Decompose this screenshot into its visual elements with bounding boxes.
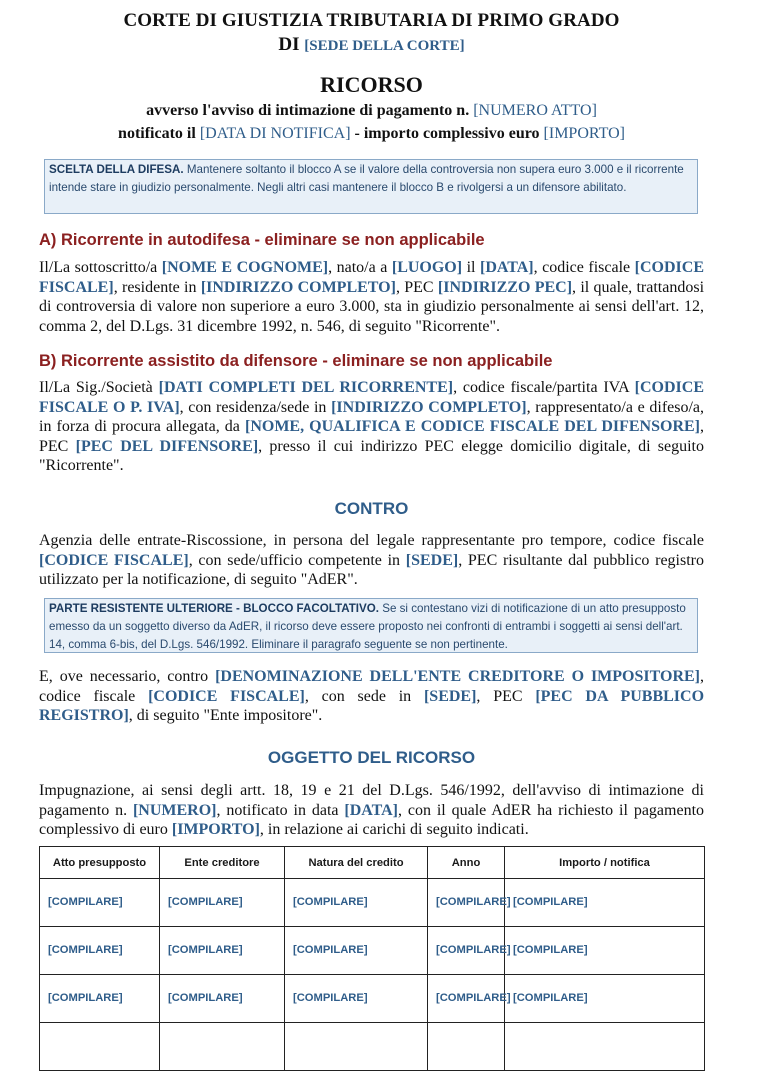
table-row <box>40 927 705 975</box>
note-parte-resistente <box>44 598 698 653</box>
dati-ricorrente-placeholder: [DATI COMPLETI DEL RICORRENTE] <box>158 379 454 396</box>
table-row <box>40 975 705 1023</box>
table-cell[interactable]: [COMPILARE] <box>160 879 285 927</box>
text: , PEC <box>476 687 523 705</box>
text: , PEC risultante dal pubblico registro utilizzato per la notificazione, di seguito "AdER". <box>39 551 705 588</box>
text: , con sede/ufficio competente in <box>188 551 401 569</box>
pec-difensore-placeholder: [PEC DEL DIFENSORE] <box>75 437 259 455</box>
section-b-paragraph <box>39 378 704 476</box>
table-cell[interactable] <box>40 1023 160 1071</box>
note-scelta-difesa <box>44 159 698 214</box>
ente-placeholder: [DENOMINAZIONE DELL'ENTE CREDITORE O IMPOSITORE] <box>215 668 700 685</box>
numero-placeholder: [NUMERO] <box>132 801 217 819</box>
oggetto-title: OGGETTO DEL RICORSO <box>267 748 476 767</box>
table-cell[interactable] <box>285 1023 428 1071</box>
table-cell[interactable]: [COMPILARE] <box>285 927 428 975</box>
table-cell[interactable]: [COMPILARE] <box>285 879 428 927</box>
data-notifica-placeholder: [DATA DI NOTIFICA] <box>199 125 351 142</box>
subtitle-1-text: avverso l'avviso di intimazione di pagamento n. <box>146 102 470 119</box>
column-header: Ente creditore <box>160 847 285 879</box>
text: Impugnazione, ai sensi degli artt. 18, 19 e 21 del D.Lgs. 546/1992, dell'avviso di intimazione di pagamento n. <box>39 782 704 819</box>
text: , notificato in data <box>216 801 339 819</box>
importo-placeholder: [IMPORTO] <box>543 125 625 142</box>
note-1-text: Mantenere soltanto il blocco A se il valore della controversia non supera euro 3.000 e il ricorrente intende stare in giudizio personalmente. Negli altri casi mantenere il blocco B e rivolgersi a un difensore abilitato. <box>49 163 684 194</box>
oggetto-paragraph <box>39 781 704 840</box>
contro-title: CONTRO <box>334 499 409 518</box>
luogo-placeholder: [LUOGO] <box>391 259 463 276</box>
text: , PEC <box>39 418 705 455</box>
section-a-paragraph <box>39 258 704 336</box>
difensore-placeholder: [NOME, QUALIFICA E CODICE FISCALE DEL DIFENSORE] <box>244 418 701 435</box>
table-cell[interactable]: [COMPILARE] <box>505 975 705 1023</box>
text: , codice fiscale <box>39 668 704 705</box>
text: , rappresentato/a e difeso/a, in forza di procura allegata, da <box>39 398 705 435</box>
sede-placeholder: [SEDE] <box>423 687 477 705</box>
column-header: Atto presupposto <box>40 847 160 879</box>
table-cell[interactable]: [COMPILARE] <box>160 927 285 975</box>
table-cell[interactable] <box>428 1023 505 1071</box>
table-cell[interactable]: [COMPILARE] <box>285 975 428 1023</box>
note-2-label: PARTE RESISTENTE ULTERIORE - BLOCCO FACOLTATIVO. <box>49 602 379 615</box>
ente-paragraph <box>39 667 704 726</box>
table-cell[interactable]: [COMPILARE] <box>40 927 160 975</box>
text: , codice fiscale/partita IVA <box>453 379 629 396</box>
subtitle-2-text-a: notificato il <box>118 125 196 142</box>
text: , PEC <box>395 278 434 296</box>
court-seat-line <box>0 33 743 58</box>
column-header: Anno <box>428 847 505 879</box>
section-a-title: A) Ricorrente in autodifesa - eliminare se non applicabile <box>39 231 485 249</box>
data-placeholder: [DATA] <box>344 801 399 819</box>
subtitle-2-text-b: - importo complessivo euro <box>354 125 540 142</box>
text: , con residenza/sede in <box>179 398 327 416</box>
contro-paragraph <box>39 531 704 590</box>
codice-fiscale-placeholder: [CODICE FISCALE] <box>39 259 705 296</box>
text: E, ove necessario, contro <box>39 668 209 685</box>
codice-fiscale-placeholder: [CODICE FISCALE] <box>148 687 305 705</box>
subtitle-line-1 <box>0 100 743 122</box>
subtitle-line-2 <box>0 123 743 145</box>
text: Il/La sottoscritto/a <box>39 259 158 276</box>
importo-placeholder: [IMPORTO] <box>171 821 260 838</box>
text: , in relazione ai carichi di seguito indicati. <box>259 821 529 838</box>
text: , codice fiscale <box>533 259 631 276</box>
text: il <box>466 259 476 276</box>
table-header-row <box>40 847 705 879</box>
indirizzo-placeholder: [INDIRIZZO COMPLETO] <box>331 398 527 416</box>
pec-placeholder: [INDIRIZZO PEC] <box>437 278 573 296</box>
sede-placeholder: [SEDE] <box>405 551 459 569</box>
text: , con sede in <box>304 687 412 705</box>
codice-fiscale-placeholder: [CODICE FISCALE] <box>39 551 189 569</box>
column-header: Importo / notifica <box>505 847 705 879</box>
numero-atto-placeholder: [NUMERO ATTO] <box>473 102 597 119</box>
table-cell[interactable]: [COMPILARE] <box>428 879 505 927</box>
table-cell[interactable]: [COMPILARE] <box>160 975 285 1023</box>
data-placeholder: [DATA] <box>480 259 534 276</box>
text: Agenzia delle entrate-Riscossione, in persona del legale rappresentante pro tempore, codice fiscale <box>39 532 704 549</box>
text: , residente in <box>113 278 197 296</box>
table-cell[interactable]: [COMPILARE] <box>428 927 505 975</box>
pec-registro-placeholder: [PEC DA PUBBLICO REGISTRO] <box>39 687 705 724</box>
cf-piva-placeholder: [CODICE FISCALE O P. IVA] <box>39 379 704 416</box>
text: , con il quale AdER ha richiesto il pagamento complessivo di euro <box>39 801 705 838</box>
text: , nato/a a <box>328 259 388 276</box>
indirizzo-placeholder: [INDIRIZZO COMPLETO] <box>200 278 396 296</box>
text: , il quale, trattandosi di controversia di valore non superiore a euro 3.000, sta in giudizio personalmente ai sensi dell'art. 12, comma 2, del D.Lgs. 31 dicembre 1992, n. 546, di seguito "Ricorrente". <box>39 278 705 335</box>
table-row <box>40 1023 705 1071</box>
text: , presso il cui indirizzo PEC elegge domicilio digitale, di seguito "Ricorrente". <box>39 437 704 474</box>
text: , di seguito "Ente impositore". <box>128 707 323 724</box>
note-2-text: Se si contestano vizi di notificazione di un atto presupposto emesso da un soggetto diverso da AdER, il ricorso deve essere proposto nei confronti di entrambi i soggetti ai sensi dell'art. 14, comma 6-bis, del D.Lgs. 546/1992. Eliminare il paragrafo seguente se non pertinente. <box>49 602 686 651</box>
text: Il/La Sig./Società <box>39 379 153 396</box>
court-title: CORTE DI GIUSTIZIA TRIBUTARIA DI PRIMO GRADO <box>123 10 620 31</box>
table-cell[interactable]: [COMPILARE] <box>40 975 160 1023</box>
table-row <box>40 879 705 927</box>
document-title: RICORSO <box>320 72 423 97</box>
table-cell[interactable]: [COMPILARE] <box>428 975 505 1023</box>
column-header: Natura del credito <box>285 847 428 879</box>
nome-cognome-placeholder: [NOME E COGNOME] <box>161 259 329 276</box>
table-cell[interactable] <box>505 1023 705 1071</box>
table-cell[interactable]: [COMPILARE] <box>505 927 705 975</box>
note-1-label: SCELTA DELLA DIFESA. <box>49 163 184 176</box>
table-cell[interactable]: [COMPILARE] <box>505 879 705 927</box>
court-seat-placeholder: [SEDE DELLA CORTE] <box>304 38 465 54</box>
table-cell[interactable] <box>160 1023 285 1071</box>
court-di: DI <box>278 34 300 55</box>
table-cell[interactable]: [COMPILARE] <box>40 879 160 927</box>
section-b-title: B) Ricorrente assistito da difensore - eliminare se non applicabile <box>39 352 553 370</box>
carichi-table <box>39 846 705 1071</box>
